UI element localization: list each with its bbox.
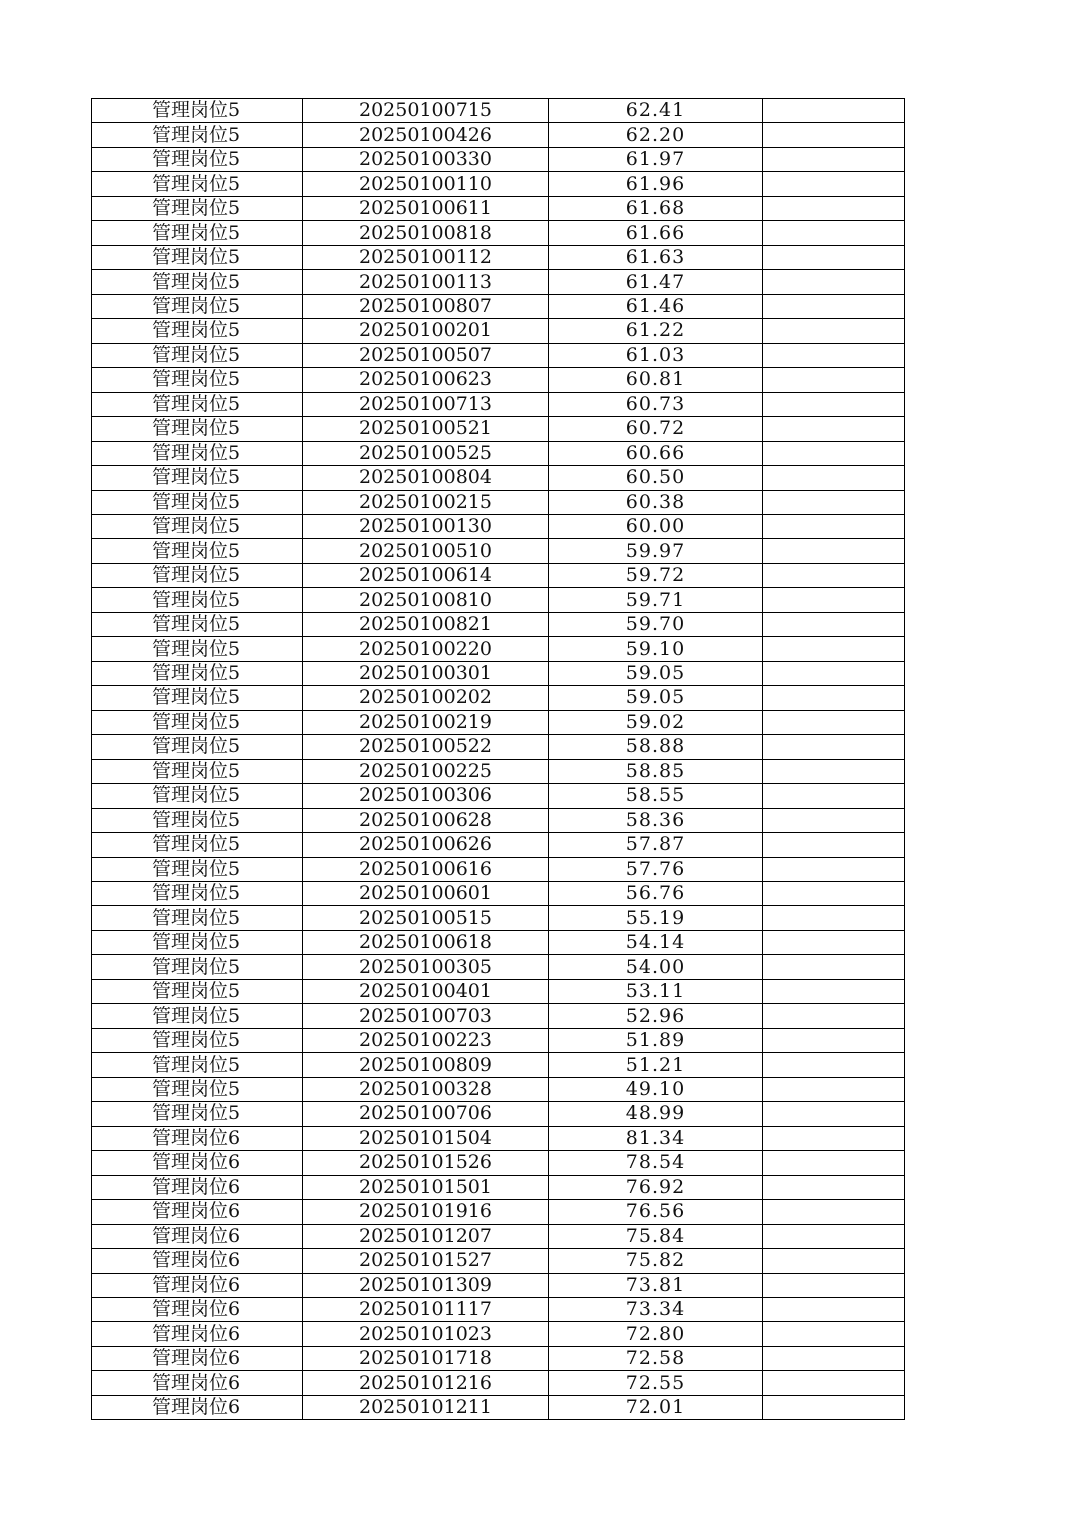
- cell-candidate-id: 20250101207: [303, 1224, 549, 1248]
- cell-post: 管理岗位6: [92, 1297, 303, 1321]
- cell-candidate-id: 20250100713: [303, 392, 549, 416]
- cell-note: [763, 147, 905, 171]
- cell-score: 56.76: [549, 882, 763, 906]
- table-row: [92, 930, 905, 954]
- cell-post: 管理岗位5: [92, 637, 303, 661]
- cell-post: 管理岗位5: [92, 368, 303, 392]
- table-row: [92, 490, 905, 514]
- cell-note: [763, 1151, 905, 1175]
- cell-candidate-id: 20250100706: [303, 1102, 549, 1126]
- table-row: [92, 710, 905, 734]
- cell-post: 管理岗位5: [92, 539, 303, 563]
- cell-score: 51.89: [549, 1028, 763, 1052]
- cell-candidate-id: 20250100703: [303, 1004, 549, 1028]
- table-row: [92, 270, 905, 294]
- cell-score: 60.66: [549, 441, 763, 465]
- cell-post: 管理岗位5: [92, 612, 303, 636]
- cell-note: [763, 759, 905, 783]
- cell-post: 管理岗位5: [92, 147, 303, 171]
- cell-post: 管理岗位5: [92, 392, 303, 416]
- cell-candidate-id: 20250101718: [303, 1346, 549, 1370]
- table-row: [92, 1297, 905, 1321]
- cell-note: [763, 1371, 905, 1395]
- table-row: [92, 172, 905, 196]
- cell-score: 72.01: [549, 1395, 763, 1419]
- table-row: [92, 539, 905, 563]
- cell-score: 59.05: [549, 686, 763, 710]
- cell-post: 管理岗位5: [92, 710, 303, 734]
- cell-score: 61.47: [549, 270, 763, 294]
- cell-post: 管理岗位5: [92, 563, 303, 587]
- cell-score: 61.22: [549, 319, 763, 343]
- table-row: [92, 1200, 905, 1224]
- cell-note: [763, 686, 905, 710]
- cell-candidate-id: 20250100614: [303, 563, 549, 587]
- cell-note: [763, 1126, 905, 1150]
- cell-score: 57.87: [549, 833, 763, 857]
- cell-score: 81.34: [549, 1126, 763, 1150]
- cell-post: 管理岗位5: [92, 319, 303, 343]
- cell-candidate-id: 20250100515: [303, 906, 549, 930]
- cell-score: 72.80: [549, 1322, 763, 1346]
- table-row: [92, 294, 905, 318]
- cell-score: 60.50: [549, 466, 763, 490]
- cell-post: 管理岗位6: [92, 1371, 303, 1395]
- cell-note: [763, 955, 905, 979]
- table-row: [92, 1053, 905, 1077]
- table-row: [92, 514, 905, 538]
- cell-post: 管理岗位5: [92, 1028, 303, 1052]
- table-row: [92, 1273, 905, 1297]
- cell-candidate-id: 20250100601: [303, 882, 549, 906]
- table-row: [92, 1151, 905, 1175]
- cell-score: 61.68: [549, 196, 763, 220]
- cell-candidate-id: 20250100626: [303, 833, 549, 857]
- cell-candidate-id: 20250100306: [303, 784, 549, 808]
- cell-candidate-id: 20250100616: [303, 857, 549, 881]
- cell-score: 60.81: [549, 368, 763, 392]
- cell-note: [763, 1224, 905, 1248]
- cell-note: [763, 906, 905, 930]
- cell-candidate-id: 20250100130: [303, 514, 549, 538]
- table-row: [92, 857, 905, 881]
- table-row: [92, 1322, 905, 1346]
- cell-note: [763, 661, 905, 685]
- cell-note: [763, 123, 905, 147]
- cell-post: 管理岗位5: [92, 588, 303, 612]
- cell-candidate-id: 20250100301: [303, 661, 549, 685]
- cell-post: 管理岗位5: [92, 1102, 303, 1126]
- cell-score: 60.73: [549, 392, 763, 416]
- table-row: [92, 1004, 905, 1028]
- table-row: [92, 906, 905, 930]
- cell-post: 管理岗位5: [92, 857, 303, 881]
- table-row: [92, 563, 905, 587]
- cell-post: 管理岗位5: [92, 686, 303, 710]
- cell-note: [763, 808, 905, 832]
- cell-score: 60.72: [549, 417, 763, 441]
- cell-score: 72.58: [549, 1346, 763, 1370]
- cell-note: [763, 539, 905, 563]
- cell-candidate-id: 20250100113: [303, 270, 549, 294]
- table-row: [92, 979, 905, 1003]
- cell-candidate-id: 20250101504: [303, 1126, 549, 1150]
- cell-post: 管理岗位5: [92, 514, 303, 538]
- cell-candidate-id: 20250100525: [303, 441, 549, 465]
- cell-score: 59.72: [549, 563, 763, 587]
- cell-post: 管理岗位6: [92, 1126, 303, 1150]
- table-row: [92, 612, 905, 636]
- cell-candidate-id: 20250100305: [303, 955, 549, 979]
- cell-note: [763, 99, 905, 123]
- cell-candidate-id: 20250101527: [303, 1249, 549, 1273]
- table-row: [92, 123, 905, 147]
- cell-score: 59.10: [549, 637, 763, 661]
- cell-candidate-id: 20250100201: [303, 319, 549, 343]
- cell-candidate-id: 20250100112: [303, 245, 549, 269]
- cell-note: [763, 1297, 905, 1321]
- cell-post: 管理岗位5: [92, 490, 303, 514]
- table-row: [92, 147, 905, 171]
- table-row: [92, 1371, 905, 1395]
- cell-note: [763, 1273, 905, 1297]
- cell-candidate-id: 20250100219: [303, 710, 549, 734]
- cell-note: [763, 221, 905, 245]
- cell-post: 管理岗位5: [92, 417, 303, 441]
- table-row: [92, 759, 905, 783]
- cell-candidate-id: 20250100522: [303, 735, 549, 759]
- cell-note: [763, 784, 905, 808]
- cell-post: 管理岗位6: [92, 1200, 303, 1224]
- cell-candidate-id: 20250100809: [303, 1053, 549, 1077]
- cell-score: 58.88: [549, 735, 763, 759]
- table-row: [92, 392, 905, 416]
- table-row: [92, 343, 905, 367]
- cell-score: 60.00: [549, 514, 763, 538]
- table-row: [92, 833, 905, 857]
- cell-score: 61.63: [549, 245, 763, 269]
- cell-candidate-id: 20250100810: [303, 588, 549, 612]
- table-row: [92, 637, 905, 661]
- cell-post: 管理岗位6: [92, 1395, 303, 1419]
- table-row: [92, 588, 905, 612]
- table-row: [92, 245, 905, 269]
- table-row: [92, 417, 905, 441]
- cell-post: 管理岗位5: [92, 123, 303, 147]
- table-row: [92, 808, 905, 832]
- cell-candidate-id: 20250101526: [303, 1151, 549, 1175]
- table-row: [92, 441, 905, 465]
- cell-post: 管理岗位5: [92, 833, 303, 857]
- table-row: [92, 1249, 905, 1273]
- cell-note: [763, 1395, 905, 1419]
- cell-score: 58.36: [549, 808, 763, 832]
- cell-score: 49.10: [549, 1077, 763, 1101]
- cell-score: 52.96: [549, 1004, 763, 1028]
- cell-post: 管理岗位5: [92, 196, 303, 220]
- table-row: [92, 1395, 905, 1419]
- cell-note: [763, 612, 905, 636]
- cell-note: [763, 417, 905, 441]
- cell-post: 管理岗位5: [92, 221, 303, 245]
- cell-candidate-id: 20250100818: [303, 221, 549, 245]
- cell-post: 管理岗位5: [92, 99, 303, 123]
- cell-score: 59.71: [549, 588, 763, 612]
- table-row: [92, 1077, 905, 1101]
- cell-note: [763, 1102, 905, 1126]
- cell-score: 61.66: [549, 221, 763, 245]
- cell-note: [763, 710, 905, 734]
- cell-score: 73.34: [549, 1297, 763, 1321]
- cell-post: 管理岗位5: [92, 930, 303, 954]
- cell-score: 59.70: [549, 612, 763, 636]
- cell-post: 管理岗位5: [92, 466, 303, 490]
- cell-post: 管理岗位6: [92, 1151, 303, 1175]
- table-row: [92, 319, 905, 343]
- cell-post: 管理岗位6: [92, 1249, 303, 1273]
- table-row: [92, 196, 905, 220]
- cell-note: [763, 343, 905, 367]
- table-row: [92, 784, 905, 808]
- table-row: [92, 1126, 905, 1150]
- cell-score: 48.99: [549, 1102, 763, 1126]
- cell-score: 61.97: [549, 147, 763, 171]
- cell-candidate-id: 20250101916: [303, 1200, 549, 1224]
- cell-post: 管理岗位5: [92, 808, 303, 832]
- cell-score: 60.38: [549, 490, 763, 514]
- cell-note: [763, 1200, 905, 1224]
- cell-note: [763, 588, 905, 612]
- table-row: [92, 1175, 905, 1199]
- cell-score: 57.76: [549, 857, 763, 881]
- cell-note: [763, 563, 905, 587]
- table-row: [92, 221, 905, 245]
- cell-post: 管理岗位5: [92, 882, 303, 906]
- cell-candidate-id: 20250100623: [303, 368, 549, 392]
- cell-candidate-id: 20250100611: [303, 196, 549, 220]
- cell-post: 管理岗位5: [92, 979, 303, 1003]
- cell-candidate-id: 20250101117: [303, 1297, 549, 1321]
- cell-note: [763, 196, 905, 220]
- cell-post: 管理岗位5: [92, 1004, 303, 1028]
- table-row: [92, 1224, 905, 1248]
- results-table-body: [92, 99, 905, 1420]
- cell-note: [763, 270, 905, 294]
- cell-candidate-id: 20250100807: [303, 294, 549, 318]
- cell-candidate-id: 20250100507: [303, 343, 549, 367]
- cell-post: 管理岗位6: [92, 1346, 303, 1370]
- cell-post: 管理岗位5: [92, 906, 303, 930]
- table-row: [92, 1028, 905, 1052]
- cell-candidate-id: 20250100628: [303, 808, 549, 832]
- cell-score: 51.21: [549, 1053, 763, 1077]
- cell-post: 管理岗位5: [92, 270, 303, 294]
- cell-score: 59.97: [549, 539, 763, 563]
- cell-score: 75.84: [549, 1224, 763, 1248]
- cell-candidate-id: 20250100330: [303, 147, 549, 171]
- cell-note: [763, 172, 905, 196]
- table-row: [92, 686, 905, 710]
- cell-candidate-id: 20250100426: [303, 123, 549, 147]
- cell-score: 59.05: [549, 661, 763, 685]
- cell-post: 管理岗位6: [92, 1322, 303, 1346]
- cell-candidate-id: 20250100821: [303, 612, 549, 636]
- cell-candidate-id: 20250100804: [303, 466, 549, 490]
- cell-post: 管理岗位5: [92, 661, 303, 685]
- cell-candidate-id: 20250100618: [303, 930, 549, 954]
- cell-score: 62.20: [549, 123, 763, 147]
- cell-note: [763, 1053, 905, 1077]
- cell-candidate-id: 20250100223: [303, 1028, 549, 1052]
- cell-candidate-id: 20250100510: [303, 539, 549, 563]
- cell-note: [763, 1175, 905, 1199]
- cell-score: 72.55: [549, 1371, 763, 1395]
- cell-post: 管理岗位5: [92, 784, 303, 808]
- cell-score: 54.00: [549, 955, 763, 979]
- cell-candidate-id: 20250101023: [303, 1322, 549, 1346]
- cell-note: [763, 1249, 905, 1273]
- cell-score: 55.19: [549, 906, 763, 930]
- results-table: [91, 98, 905, 1420]
- cell-note: [763, 466, 905, 490]
- cell-note: [763, 441, 905, 465]
- cell-post: 管理岗位5: [92, 294, 303, 318]
- table-row: [92, 368, 905, 392]
- table-row: [92, 99, 905, 123]
- cell-post: 管理岗位6: [92, 1273, 303, 1297]
- table-row: [92, 1346, 905, 1370]
- cell-score: 76.56: [549, 1200, 763, 1224]
- cell-candidate-id: 20250101216: [303, 1371, 549, 1395]
- cell-note: [763, 319, 905, 343]
- cell-note: [763, 735, 905, 759]
- cell-candidate-id: 20250101501: [303, 1175, 549, 1199]
- cell-note: [763, 392, 905, 416]
- cell-post: 管理岗位5: [92, 955, 303, 979]
- cell-candidate-id: 20250100220: [303, 637, 549, 661]
- cell-score: 54.14: [549, 930, 763, 954]
- cell-note: [763, 514, 905, 538]
- cell-score: 53.11: [549, 979, 763, 1003]
- cell-candidate-id: 20250100202: [303, 686, 549, 710]
- cell-note: [763, 882, 905, 906]
- cell-candidate-id: 20250100521: [303, 417, 549, 441]
- cell-candidate-id: 20250100401: [303, 979, 549, 1003]
- cell-score: 76.92: [549, 1175, 763, 1199]
- cell-post: 管理岗位5: [92, 441, 303, 465]
- cell-post: 管理岗位5: [92, 735, 303, 759]
- cell-post: 管理岗位5: [92, 759, 303, 783]
- table-row: [92, 735, 905, 759]
- cell-note: [763, 857, 905, 881]
- cell-note: [763, 245, 905, 269]
- table-row: [92, 955, 905, 979]
- cell-note: [763, 368, 905, 392]
- cell-post: 管理岗位5: [92, 172, 303, 196]
- cell-post: 管理岗位6: [92, 1175, 303, 1199]
- cell-post: 管理岗位5: [92, 343, 303, 367]
- cell-score: 73.81: [549, 1273, 763, 1297]
- cell-candidate-id: 20250100715: [303, 99, 549, 123]
- cell-post: 管理岗位6: [92, 1224, 303, 1248]
- cell-note: [763, 1077, 905, 1101]
- cell-candidate-id: 20250100215: [303, 490, 549, 514]
- cell-post: 管理岗位5: [92, 1077, 303, 1101]
- cell-note: [763, 1004, 905, 1028]
- cell-score: 78.54: [549, 1151, 763, 1175]
- cell-note: [763, 1322, 905, 1346]
- cell-note: [763, 490, 905, 514]
- table-row: [92, 466, 905, 490]
- cell-score: 61.96: [549, 172, 763, 196]
- cell-score: 61.46: [549, 294, 763, 318]
- cell-candidate-id: 20250100328: [303, 1077, 549, 1101]
- cell-score: 58.85: [549, 759, 763, 783]
- table-row: [92, 1102, 905, 1126]
- cell-score: 75.82: [549, 1249, 763, 1273]
- cell-post: 管理岗位5: [92, 1053, 303, 1077]
- cell-candidate-id: 20250100225: [303, 759, 549, 783]
- cell-candidate-id: 20250101211: [303, 1395, 549, 1419]
- cell-score: 61.03: [549, 343, 763, 367]
- cell-candidate-id: 20250101309: [303, 1273, 549, 1297]
- cell-post: 管理岗位5: [92, 245, 303, 269]
- cell-note: [763, 1346, 905, 1370]
- cell-score: 58.55: [549, 784, 763, 808]
- cell-score: 62.41: [549, 99, 763, 123]
- cell-note: [763, 833, 905, 857]
- cell-note: [763, 294, 905, 318]
- cell-note: [763, 930, 905, 954]
- cell-score: 59.02: [549, 710, 763, 734]
- cell-note: [763, 637, 905, 661]
- cell-candidate-id: 20250100110: [303, 172, 549, 196]
- table-row: [92, 661, 905, 685]
- table-row: [92, 882, 905, 906]
- cell-note: [763, 1028, 905, 1052]
- cell-note: [763, 979, 905, 1003]
